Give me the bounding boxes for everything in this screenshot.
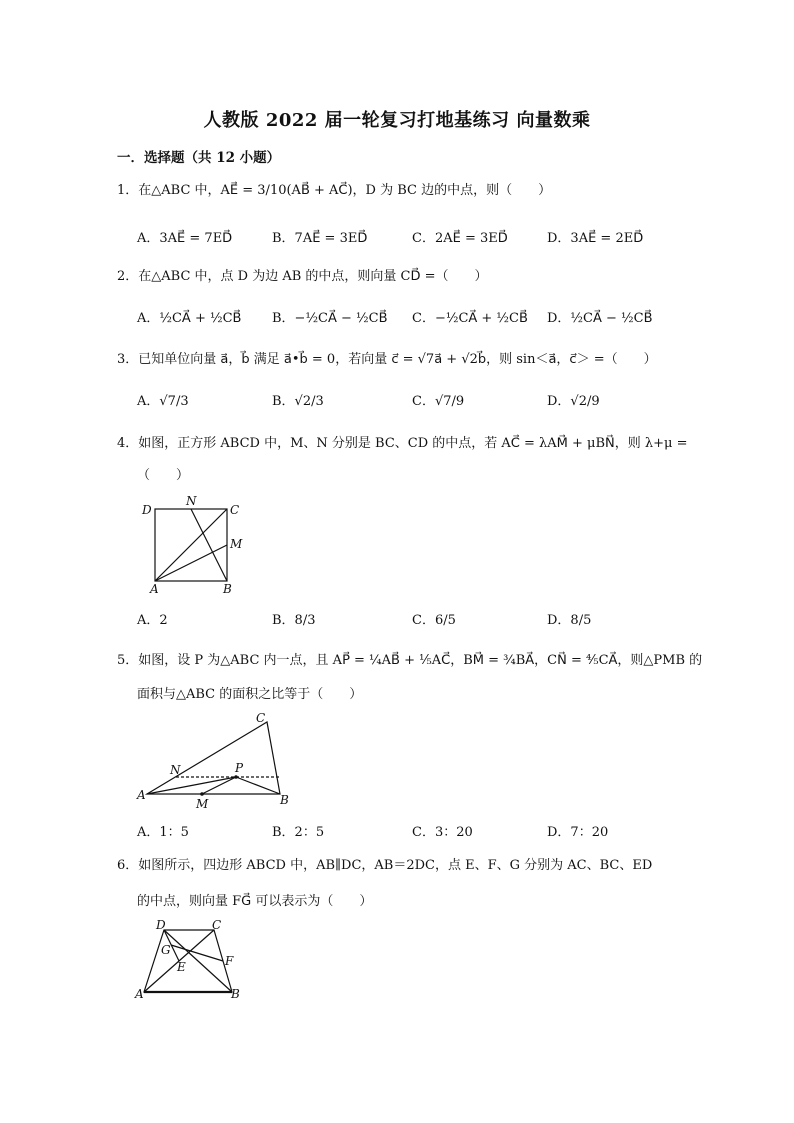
question-1-stem: 1．在△ABC 中，AE⃗ = 3/10(AB⃗ + AC⃗)，D 为 BC 边的中点，则（ ） <box>117 183 552 198</box>
q5-option-c: C．3：20 <box>412 825 473 840</box>
label-c: C <box>256 711 266 725</box>
question-4-stem: 4．如图，正方形 ABCD 中，M、N 分别是 BC、CD 的中点，若 AC⃗ = λAM⃗ + μBN⃗，则 λ+μ = <box>117 436 688 451</box>
q3-option-a: A．√7/3 <box>137 394 189 409</box>
segment-mp <box>202 777 236 794</box>
q5-option-a: A．1：5 <box>137 825 189 840</box>
label-d: D <box>142 503 152 517</box>
label-m: M <box>196 797 209 810</box>
q1-option-b: B．7AE⃗ = 3ED⃗ <box>272 231 368 246</box>
q1-option-c: C．2AE⃗ = 3ED⃗ <box>412 231 508 246</box>
q3-option-b: B．√2/3 <box>272 394 324 409</box>
point-p <box>234 775 238 779</box>
q4-option-c: C．6/5 <box>412 613 456 628</box>
label-b: B <box>223 582 232 596</box>
question-5-stem: 5．如图，设 P 为△ABC 内一点，且 AP⃗ = ¼AB⃗ + ⅕AC⃗，BM⃗ = ¾BA⃗，CN⃗ = ⅘CA⃗，则△PMB 的 <box>117 653 703 668</box>
question-4-stem-cont: （ ） <box>137 468 190 483</box>
label-a: A <box>137 788 146 802</box>
q1-option-d: D．3AE⃗ = 2ED⃗ <box>547 231 644 246</box>
label-a: A <box>150 582 159 596</box>
label-d: D <box>156 918 166 932</box>
label-p: P <box>235 761 244 775</box>
label-f: F <box>225 954 234 968</box>
q3-option-d: D．√2/9 <box>547 394 600 409</box>
q2-option-c: C．−½CA⃗ + ½CB⃗ <box>412 311 528 326</box>
square-figure <box>140 492 255 597</box>
label-c: C <box>230 503 240 517</box>
segment-gf <box>171 945 223 961</box>
segment-pb <box>236 777 280 794</box>
label-m: M <box>230 537 243 551</box>
q3-option-c: C．√7/9 <box>412 394 465 409</box>
q5-option-d: D．7：20 <box>547 825 609 840</box>
triangle-figure <box>135 710 300 810</box>
trapezoid-figure <box>132 918 244 1002</box>
point-m <box>200 792 204 796</box>
label-g: G <box>161 943 171 957</box>
label-c: C <box>212 918 222 932</box>
question-2-stem: 2．在△ABC 中，点 D 为边 AB 的中点，则向量 CD⃗ =（ ） <box>117 269 488 284</box>
trapezoid-abcd <box>144 930 232 992</box>
q4-option-b: B．8/3 <box>272 613 316 628</box>
page-title: 人教版 2022 届一轮复习打地基练习 向量数乘 <box>203 110 591 131</box>
label-e: E <box>177 960 186 974</box>
q2-option-a: A．½CA⃗ + ½CB⃗ <box>137 311 242 326</box>
question-3-stem: 3．已知单位向量 a⃗，b⃗ 满足 a⃗•b⃗ = 0，若向量 c⃗ = √7a⃗ + √2b⃗，则 sin＜a⃗，c⃗＞ =（ ） <box>117 352 657 367</box>
question-5-stem-cont: 面积与△ABC 的面积之比等于（ ） <box>137 687 363 702</box>
q1-option-a: A．3AE⃗ = 7ED⃗ <box>137 231 233 246</box>
segment-bn <box>191 509 227 581</box>
label-b: B <box>280 793 289 807</box>
segment-am <box>155 545 227 581</box>
label-n: N <box>186 494 197 508</box>
q2-option-b: B．−½CA⃗ − ½CB⃗ <box>272 311 388 326</box>
label-b: B <box>231 987 240 1001</box>
question-6-stem-cont: 的中点，则向量 FG⃗ 可以表示为（ ） <box>137 894 373 909</box>
triangle-abc <box>147 722 280 794</box>
segment-ac <box>155 509 227 581</box>
section-heading: 一．选择题（共 12 小题） <box>117 150 281 166</box>
q4-option-d: D．8/5 <box>547 613 592 628</box>
q2-option-d: D．½CA⃗ − ½CB⃗ <box>547 311 653 326</box>
q4-option-a: A．2 <box>137 613 168 628</box>
question-6-stem: 6．如图所示，四边形 ABCD 中，AB∥DC，AB＝2DC，点 E、F、G 分别为 AC、BC、ED <box>117 858 653 873</box>
q5-option-b: B．2：5 <box>272 825 325 840</box>
label-a: A <box>135 987 144 1001</box>
label-n: N <box>170 763 181 777</box>
